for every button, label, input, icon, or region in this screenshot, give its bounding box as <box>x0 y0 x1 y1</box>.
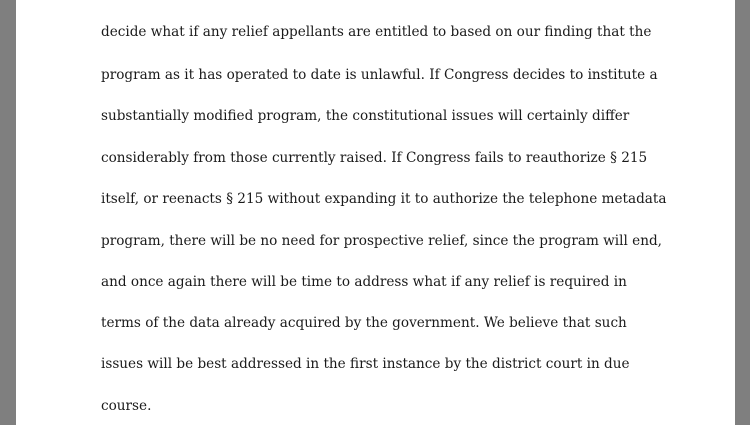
text-line: itself, or reenacts § 215 without expanding it to authorize the telephone metadata <box>101 191 667 207</box>
text-line: issues will be best addressed in the first instance by the district court in due <box>101 356 630 372</box>
text-line: program as it has operated to date is unlawful. If Congress decides to institute a <box>101 67 658 83</box>
text-line: and once again there will be time to address what if any relief is required in <box>101 274 627 290</box>
text-line: terms of the data already acquired by the government. We believe that such <box>101 315 627 331</box>
text-line: substantially modified program, the constitutional issues will certainly differ <box>101 108 630 124</box>
document-page <box>16 0 735 425</box>
text-line: program, there will be no need for prospective relief, since the program will end, <box>101 233 662 249</box>
text-line: course. <box>101 398 152 414</box>
text-line: considerably from those currently raised. If Congress fails to reauthorize § 215 <box>101 150 648 166</box>
text-line: decide what if any relief appellants are entitled to based on our finding that the <box>101 24 652 40</box>
